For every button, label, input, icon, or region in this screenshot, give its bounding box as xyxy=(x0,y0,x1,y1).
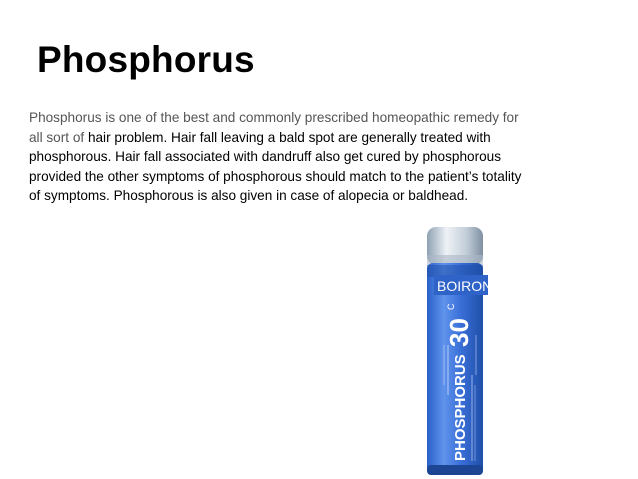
body-paragraph xyxy=(29,108,578,206)
tube-brand: BOIRON xyxy=(437,278,493,294)
tube-potency: 30 xyxy=(444,318,474,347)
body-line-3: phosphorous. Hair fall associated with dandruff also get cured by phosphorous xyxy=(29,149,502,165)
body-line-2 xyxy=(29,128,578,148)
body-line-1: Phosphorus is one of the best and commonly prescribed homeopathic remedy for xyxy=(29,110,519,125)
tube-product-name: PHOSPHORUS xyxy=(452,354,469,461)
phosphorus-tube-image xyxy=(418,225,498,479)
slide-title: Phosphorus xyxy=(37,39,255,80)
body-line-5: of symptoms. Phosphorous is also given in case of alopecia or baldhead. xyxy=(29,188,469,204)
body-line-2-start: all sort of xyxy=(29,129,88,145)
tube-potency-unit: C xyxy=(446,303,456,310)
body-line-2-rest: hair problem. Hair fall leaving a bald spot are generally treated with xyxy=(87,129,491,145)
body-line-4: provided the other symptoms of phosphorous should match to the patient’s totality xyxy=(29,168,522,184)
